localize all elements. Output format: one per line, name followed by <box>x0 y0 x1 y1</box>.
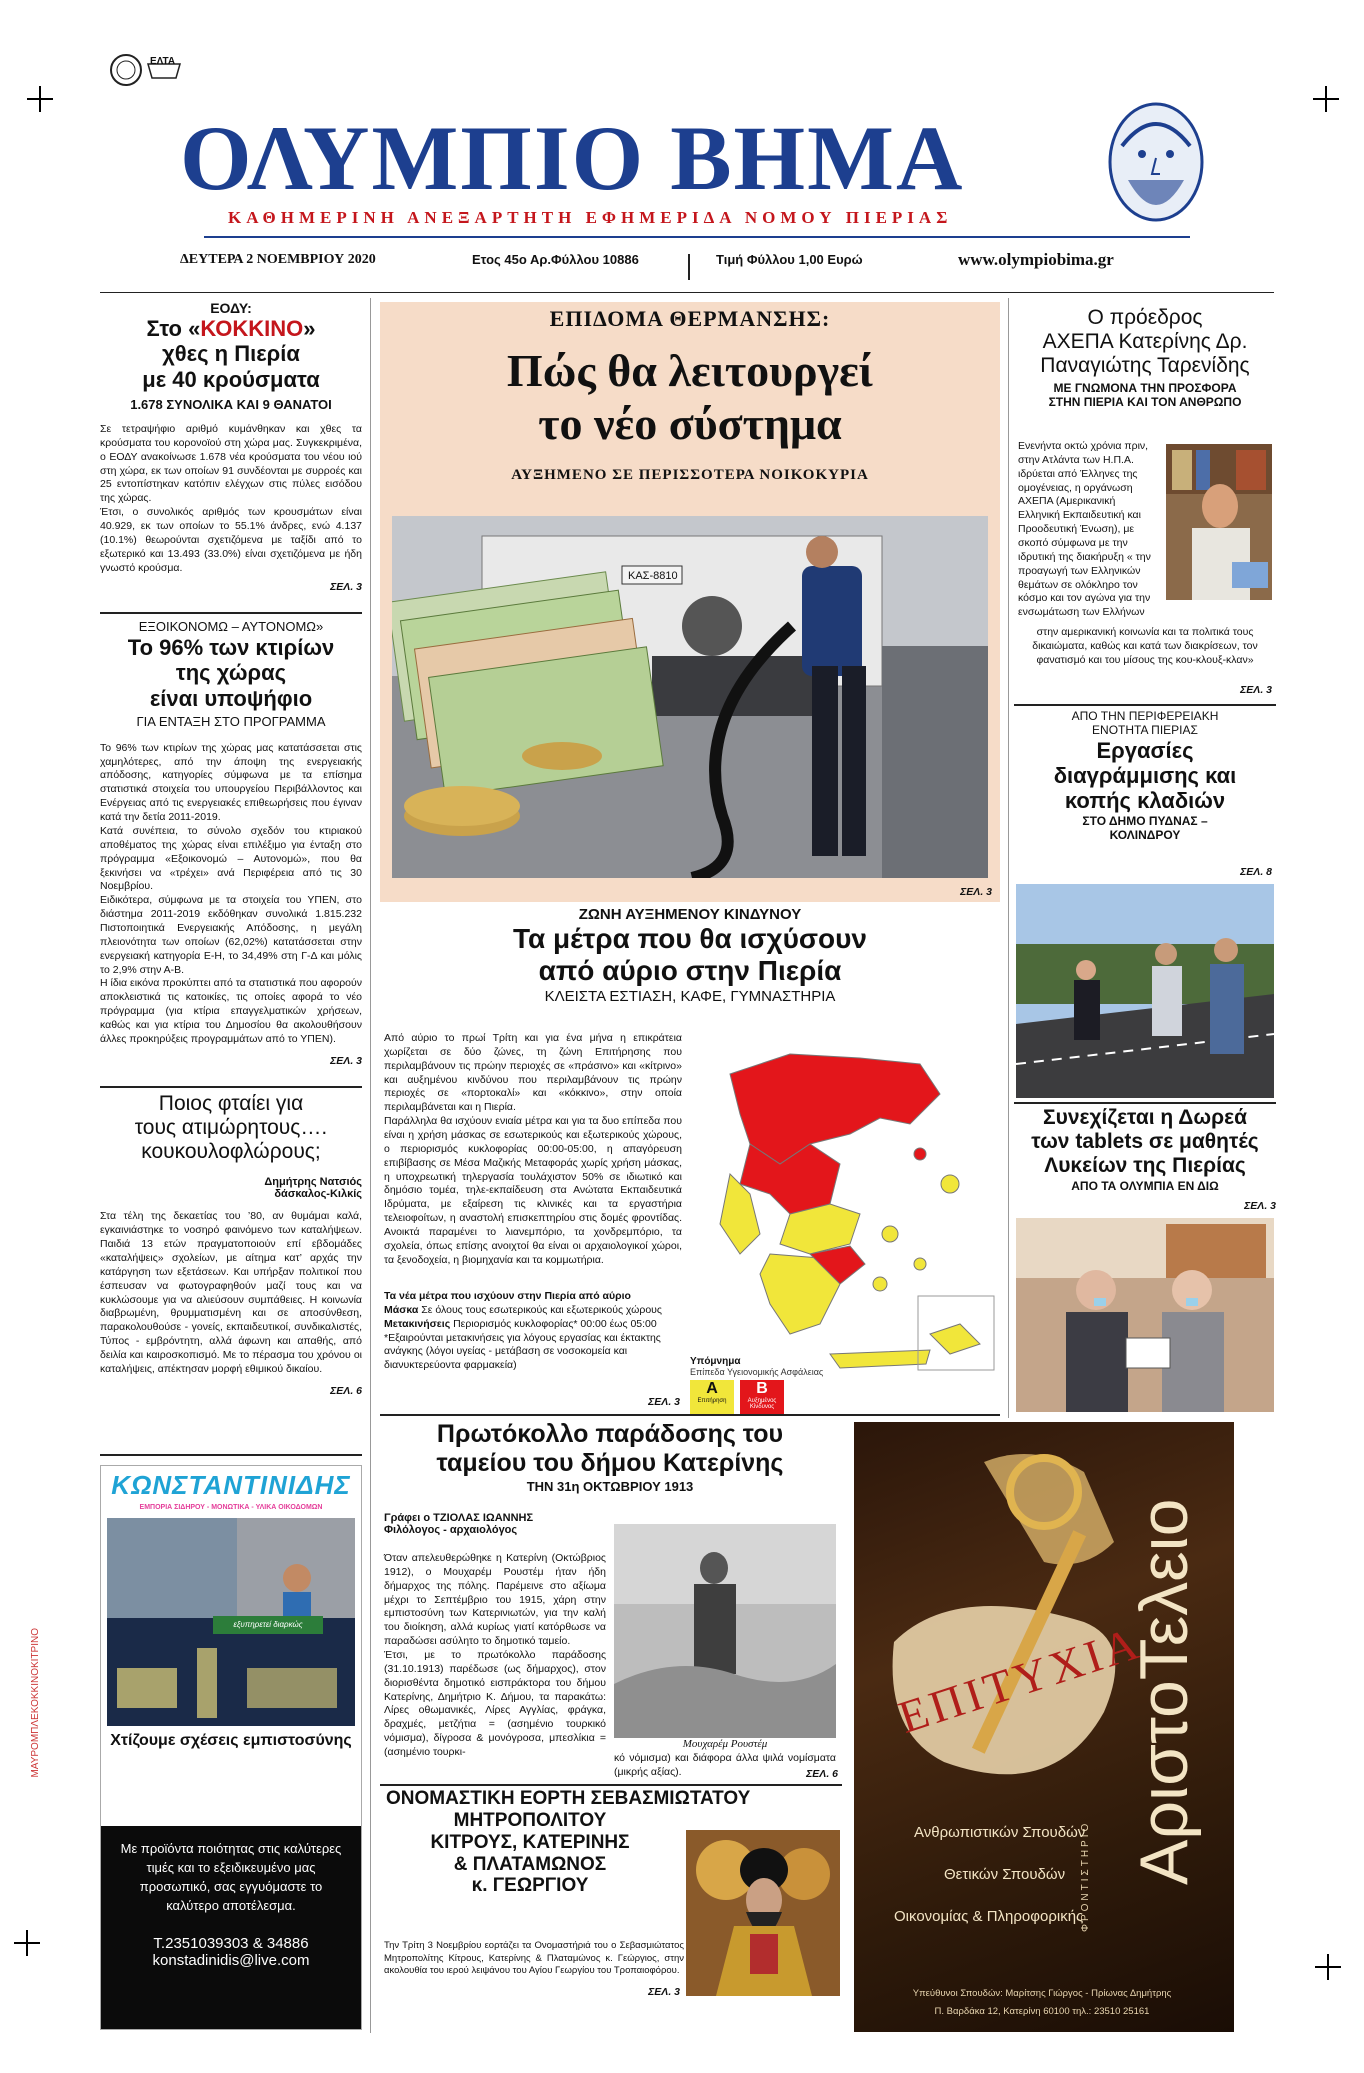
story-headline-line2: της χώρας <box>175 660 287 686</box>
story-headline-line5: κ. ΓΕΩΡΓΙΟΥ <box>471 1875 589 1897</box>
axepa-body-wide: στην αμερικανική κοινωνία και τα πολιτικά τους δικαιώματα, καθώς και κατά των διακρίσεων, τον φανατισμό και του μίσους της κου-κλουξ-κλαν» <box>1032 626 1258 666</box>
legend-letter: A <box>706 1380 718 1397</box>
feature-headline-line2: το νέο σύστημα <box>538 398 842 450</box>
page-ref: ΣΕΛ. 3 <box>330 581 362 594</box>
story-headline: ΟΝΟΜΑΣΤΙΚΗ ΕΟΡΤΗ ΣΕΒΑΣΜΙΩΤΑΤΟΥ <box>386 1788 751 1809</box>
story-subhead-line2: ΚΟΛΙΝΔΡΟΥ <box>1109 828 1181 843</box>
story-headline-line3: ΚΙΤΡΟΥΣ, ΚΑΤΕΡΙΝΗΣ <box>430 1831 630 1853</box>
feature-headline: Πώς θα λειτουργεί <box>506 345 874 397</box>
story-body: Στα τέλη της δεκαετίας του ’80, αν θυμάμαι καλά, εγκαινιάστηκε το νοσηρό φαινόμενο των καταλήψεων. Παιδιά 13 ετών πραγματοποιούν επί εβδομάδες «καταλήψεις» σχολείων, με αίτημα κατ’ αρχάς την κατάργηση των εξετάσεων. Και υπήρξαν πολιτικοί που έσπευσαν να φωτογραφηθούν μαζί τους και να κυκλώσουμε για να αλιεύσουν συμπάθειες. Η κοινωνία διαβρωμένη, θρυμματισμένη και σε αποσύνθεση, παρακολουθούσε - γονείς, εκπαιδευτικοί, συνδικαλιστές, Τύπος - εμβρόντητη, αλλά άφωνη και απαθής, από δειλία και καιροσκοπισμό. Με το πέρασμα του χρόνου οι καταλήψεις, απέκτησαν μορφή εθιμικού δικαίου. <box>100 1210 362 1375</box>
byline-role: Φιλόλογος - αρχαιολόγος <box>384 1524 518 1536</box>
ad-brand: ΑριστοΤελειο <box>1126 1498 1202 1886</box>
story-kicker: ΖΩΝΗ ΑΥΞΗΜΕΝΟΥ ΚΙΝΔΥΝΟΥ <box>578 906 802 923</box>
legend-swatch-a <box>690 1380 734 1414</box>
masthead-rule <box>204 236 1190 238</box>
legend-title: Υπόμνημα <box>690 1356 741 1367</box>
measure-text: Σε όλους τους εσωτερικούς και εξωτερικούς χώρους <box>421 1303 662 1316</box>
story-headline-line3: κουκουλοφλώρους; <box>141 1140 321 1164</box>
story-exoikonomo <box>100 620 362 1067</box>
story-divider <box>100 612 362 614</box>
crop-mark-icon <box>27 86 53 112</box>
photo-caption: Μουχαρέμ Ρουστέμ <box>682 1738 768 1750</box>
feature-photo <box>392 516 988 878</box>
nameday-photo <box>686 1830 840 1996</box>
ad-phone[interactable]: Τ.2351039303 & 34886 <box>153 1935 309 1953</box>
page-ref: ΣΕΛ. 8 <box>1240 866 1272 878</box>
story-pruning <box>1014 710 1276 843</box>
story-divider <box>380 1784 842 1786</box>
measure-movement <box>384 1318 682 1332</box>
story-divider <box>100 1454 362 1456</box>
story-nameday <box>380 1788 751 1897</box>
story-headline: Πρωτόκολλο παράδοσης του <box>436 1420 784 1448</box>
protocol-photo <box>614 1524 836 1738</box>
feature-heating <box>380 302 1000 902</box>
story-axepa <box>1014 306 1276 410</box>
story-headline <box>100 316 362 341</box>
ad-brand: ΚΩΝΣΤΑΝΤΙΝΙΔΗΣ <box>111 1470 351 1500</box>
story-author-role: δάσκαλος-Κιλκίς <box>274 1188 362 1201</box>
legend-letter: B <box>756 1380 768 1397</box>
page-ref: ΣΕΛ. 3 <box>1240 684 1272 696</box>
headline-part: Στο « <box>146 316 201 342</box>
story-divider <box>100 1086 362 1088</box>
story-headline: Εργασίες <box>1096 737 1194 763</box>
feature-kicker: ΕΠΙΔΟΜΑ ΘΕΡΜΑΝΣΗΣ: <box>549 306 831 331</box>
story-headline-line4: & ΠΛΑΤΑΜΩΝΟΣ <box>453 1853 607 1875</box>
ad-course-3: Οικονομίας & Πληροφορικής <box>894 1908 1084 1925</box>
story-headline-line2: διαγράμμισης και <box>1053 762 1237 788</box>
ad-black-panel <box>101 1826 361 2029</box>
ad-course-2: Θετικών Σπουδών <box>944 1866 1066 1883</box>
story-headline-line2: χθες η Πιερία <box>162 341 300 367</box>
infobar-divider <box>688 254 690 280</box>
story-subhead: ΚΛΕΙΣΤΑ ΕΣΤΙΑΣΗ, ΚΑΦΕ, ΓΥΜΝΑΣΤΗΡΙΑ <box>544 987 836 1005</box>
story-subhead: ΤΗΝ 31η ΟΚΤΩΒΡΙΟΥ 1913 <box>526 1478 694 1494</box>
ad-pitch: Με προϊόντα ποιότητας στις καλύτερες τιμές και το εξειδικευμένο μας προσωπικό, σας εγγυόμαστε το καλύτερο αποτέλεσμα. <box>120 1841 342 1913</box>
elta-label: ΕΛΤΑ <box>150 56 176 67</box>
story-subhead: ΜΕ ΓΝΩΜΟΝΑ ΤΗΝ ΠΡΟΣΦΟΡΑ <box>1053 381 1237 396</box>
nameday-body: Την Τρίτη 3 Νοεμβρίου εορτάζει τα Ονομαστήριά του ο Σεβασμιώτατος Μητροπολίτης Κίτρους, Κατερίνης & Πλαταμώνος κ. Γεώργιος, στην ακολουθία του ιερού λειψάνου του Αγίου Γεωργίου του Τροπαιοφόρου. <box>384 1940 684 1977</box>
measure-label: Μετακινήσεις <box>384 1317 451 1330</box>
story-headline-line2: των tablets σε μαθητές <box>1031 1130 1259 1154</box>
ad-address: Π. Βαρδάκα 12, Κατερίνη 60100 τηλ.: 23510 25161 <box>934 2006 1150 2017</box>
story-kicker: ΑΠΟ ΤΗΝ ΠΕΡΙΦΕΡΕΙΑΚΗ <box>1071 709 1219 723</box>
left-column-divider <box>370 298 371 2033</box>
crop-mark-icon <box>1315 1954 1341 1980</box>
crop-mark-icon <box>1313 86 1339 112</box>
story-subhead: ΣΤΟ ΔΗΜΟ ΠΥΔΝΑΣ – <box>1082 814 1208 829</box>
story-divider <box>1014 1102 1276 1104</box>
legend-swatches <box>690 1380 830 1414</box>
feature-subhead: ΑΥΞΗΜΕΝΟ ΣΕ ΠΕΡΙΣΣΟΤΕΡΑ ΝΟΙΚΟΚΥΡΙΑ <box>511 467 869 484</box>
story-subhead: ΓΙΑ ΕΝΤΑΞΗ ΣΤΟ ΠΡΟΓΡΑΜΜΑ <box>136 713 326 729</box>
measures-footnote: *Εξαιρούνται μετακινήσεις για λόγους εργασίας και έκτακτης ανάγκης (λόγοι υγείας - μετάβαση σε νοσοκομεία και διανυκτερεύοντα φαρμακεία) <box>384 1331 661 1372</box>
color-registration-note: ΜΑΥΡΟΜΠΛΕΚΟΚΚΙΝΟΚΙΤΡΙΝΟ <box>30 1628 41 1778</box>
page-ref: ΣΕΛ. 3 <box>1244 1200 1276 1212</box>
headline-part: » <box>303 316 316 342</box>
page-ref: ΣΕΛ. 6 <box>806 1768 838 1780</box>
ad-konstantinidis[interactable] <box>100 1465 362 2030</box>
protocol-body: Όταν απελευθερώθηκε η Κατερίνη (Οκτώβριος 1912), ο Μουχαρέμ Ρουστέμ ήταν ήδη δήμαρχος της πόλης. Παρέμεινε στο αξίωμα μέχρι το Σεπτέμβριο του 1915, χάρη στην εμπιστοσύνη των Κατερινιωτών, για την καλή του διοίκηση, αλλά κυρίως γιατί κατόρθωσε να παραδώσει ασύλητο το δημοτικό ταμείο. Έτσι, με το πρωτόκολλο παράδοσης (31.10.1913) παρέδωσε (ως δήμαρχος), στον διορισθέντα δημοτικό εισπράκτορα του δήμου Κατερίνης, Δημήτριο Κ. Δήμου, τα παρακάτω: Λίρες οθωμανικές, Λίρες Αγγλίας, φράγκα, δραχμές, μετζήτια = (ασημένιο τουρκικό νόμισμα), δίγροσα & μονόγροσα, μπεσλίκια = (ασημένιο τουρκι- <box>384 1552 606 1759</box>
protocol-tail: κό νόμισμα) και διάφορα άλλα ψιλά νομίσματα (μικρής αξίας). <box>614 1752 836 1778</box>
story-kicker: ΕΞΟΙΚΟΝΟΜΩ – ΑΥΤΟΝΟΜΩ» <box>138 619 324 634</box>
greece-risk-map <box>690 1034 1000 1378</box>
truck-plate: ΚΑΣ-8810 <box>628 570 678 582</box>
axepa-photo <box>1166 444 1272 600</box>
story-headline-line2: ΜΗΤΡΟΠΟΛΙΤΟΥ <box>453 1809 607 1831</box>
story-koukoulofloroi <box>100 1092 362 1397</box>
story-protocol <box>380 1420 840 1494</box>
story-headline-line3: Παναγιώτης Ταρενίδης <box>1040 354 1250 378</box>
story-headline: Συνεχίζεται η Δωρεά <box>1043 1106 1247 1129</box>
masthead-tagline: ΚΑΘΗΜΕΡΙΝΗ ΑΝΕΞΑΡΤΗΤΗ ΕΦΗΜΕΡΙΔΑ ΝΟΜΟΥ ΠΙΕΡΙΑΣ <box>228 208 953 227</box>
legend-subtitle: Επίπεδα Υγειονομικής Ασφάλειας <box>690 1367 824 1377</box>
ad-aristoteleio[interactable] <box>854 1422 1234 2032</box>
story-zone <box>380 906 1000 1005</box>
ad-slogan: Χτίζουμε σχέσεις εμπιστοσύνης <box>110 1732 352 1749</box>
story-headline-line2: ταμείου του δήμου Κατερίνης <box>436 1448 784 1477</box>
protocol-byline <box>384 1512 604 1536</box>
issue-number: Ετος 45ο Αρ.Φύλλου 10886 <box>472 252 639 267</box>
ad-frontistirio: ΦΡΟΝΤΙΣΤΗΡΙΟ <box>1080 1820 1091 1932</box>
story-headline-line2: τους ατιμώρητους…. <box>134 1116 328 1140</box>
page-ref: ΣΕΛ. 3 <box>330 1054 362 1067</box>
story-headline-line3: κοπής κλαδιών <box>1064 788 1226 814</box>
header-bottom-rule <box>100 292 1274 293</box>
zeus-head-icon <box>1100 96 1212 236</box>
masthead-title: ΟΛΥΜΠΙΟ ΒΗΜΑ <box>180 107 965 209</box>
right-column-divider <box>1008 298 1009 1418</box>
measure-label: Μάσκα <box>384 1303 419 1316</box>
story-headline: Το 96% των κτιρίων <box>127 634 335 660</box>
measure-mask <box>384 1304 682 1318</box>
ad-banner: εξυπηρετεί διαρκώς <box>213 1616 323 1634</box>
story-headline: Ο πρόεδρος <box>1087 306 1203 329</box>
story-author: Δημήτρης Νατσιός <box>264 1176 362 1189</box>
story-headline-line3: με 40 κρούσματα <box>142 366 320 392</box>
elta-stamp-icon <box>108 50 188 90</box>
measure-text: Περιορισμός κυκλοφορίας* 00:00 έως 05:00 <box>453 1317 657 1330</box>
ad-email[interactable]: konstadinidis@live.com <box>152 1952 310 1970</box>
website[interactable]: www.olympiobima.gr <box>958 250 1114 269</box>
ad-success: ΕΠΙΤΥΧΙΑ <box>892 1616 1148 1743</box>
pruning-photo <box>1016 884 1274 1098</box>
headline-red-word: ΚΟΚΚΙΝΟ <box>200 316 304 342</box>
story-headline-line2: ΑΧΕΠΑ Κατερίνης Δρ. <box>1042 330 1248 354</box>
measures-title: Τα νέα μέτρα που ισχύουν στην Πιερία από αύριο <box>384 1290 631 1302</box>
issue-price: Τιμή Φύλλου 1,00 Ευρώ <box>716 252 863 267</box>
page-ref: ΣΕΛ. 3 <box>648 1986 680 1998</box>
story-divider <box>1014 704 1276 706</box>
story-subhead-line2: ΣΤΗΝ ΠΙΕΡΙΑ ΚΑΙ ΤΟΝ ΑΝΘΡΩΠΟ <box>1048 395 1242 410</box>
story-body: Το 96% των κτιρίων της χώρας μας κατατάσσεται στις χαμηλότερες, από την άποψη της ενεργειακής απόδοσης, κατηγορίες σύμφωνα με τα επίσημα στατιστικά στοιχεία του υπουργείου Περιβάλλοντος και Ενέργειας από τις ενεργειακές επιθεωρήσεις που έγιναν κατά την δετία 2011-2019. Κατά συνέπεια, το σύνολο σχεδόν του κτιριακού αποθέματος της χώρας είναι επιλέξιμο για ένταξη στο πρόγραμμα «Εξοικονομώ – Αυτονομώ», που θα ξεκινήσει να «τρέχει» ανά Περιφέρεια από τις 30 Νοεμβρίου. Ειδικότερα, σύμφωνα με τα στοιχεία του ΥΠΕΝ, στο διάστημα 2011-2019 εκδόθηκαν συνολικά 1.815.232 Πιστοποιητικά Ενεργειακής Απόδοσης, η μεγάλη πλειονότητα των οποίων (62,02%) κατατάσσεται στην ενεργειακή κατηγορία Ε-Η, το 34,49% στη Γ-Δ και μόλις το 2,9% στην Α-Β. Η ίδια εικόνα προκύπτει από τα στατιστικά που αφορούν αποκλειστικά τις κατοικίες, τις οποίες αφορά το νέο πρόγραμμα (για κτίρια επαγγελματικών χρήσεων, καθώς και για κτίρια του Δημοσίου θα ακολουθήσουν άλλες προκηρύξεις προγραμμάτων από το ΥΠΕΝ). <box>100 741 362 1045</box>
byline-name: Γράφει ο ΤΖΙΟΛΑΣ ΙΩΑΝΝΗΣ <box>384 1512 534 1524</box>
story-headline: Ποιος φταίει για <box>158 1092 304 1115</box>
issue-date: ΔΕΥΤΕΡΑ 2 ΝΟΕΜΒΡΙΟΥ 2020 <box>180 252 376 267</box>
page-ref: ΣΕΛ. 6 <box>330 1384 362 1397</box>
axepa-body: Ενενήντα οκτώ χρόνια πριν, στην Ατλάντα των Η.Π.Α. ιδρύεται από Έλληνες της ομογένειας, η οργάνωση ΑΧΕΠΑ (Αμερικανική Ελληνική Εκπαιδευτική και Προοδευτική Ένωση), με σκοπό σύμφωνα με την ιδρυτική της διακήρυξη « την προαγωγή των Ελληνικών θεμάτων σε ολόκληρο τον κόσμο και τον αγώνα για την ενσωμάτωση των Ελλήνων <box>1018 440 1151 619</box>
page-ref: ΣΕΛ. 3 <box>960 886 992 898</box>
ad-course-1: Ανθρωπιστικών Σπουδών <box>914 1824 1086 1841</box>
story-divider <box>380 1414 1000 1416</box>
story-headline: Τα μέτρα που θα ισχύσουν <box>512 923 868 955</box>
ad-tagline: ΕΜΠΟΡΙΑ ΣΙΔΗΡΟΥ - ΜΟΝΩΤΙΚΑ - ΥΛΙΚΑ ΟΙΚΟΔΟΜΩΝ <box>139 1504 323 1511</box>
page-ref: ΣΕΛ. 3 <box>648 1396 680 1408</box>
map-legend <box>690 1356 830 1414</box>
story-subhead: 1.678 ΣΥΝΟΛΙΚΑ ΚΑΙ 9 ΘΑΝΑΤΟΙ <box>130 396 332 412</box>
story-kicker: ΕΟΔΥ: <box>210 300 252 316</box>
story-tablets <box>1014 1106 1276 1194</box>
crop-mark-icon <box>14 1930 40 1956</box>
zone-measures <box>384 1290 682 1373</box>
ad-responsible: Υπεύθυνοι Σπουδών: Μαρίτσης Γιώργος - Πρίωνας Δημήτρης <box>912 1988 1172 1999</box>
legend-label: Αυξημένος Κίνδυνος <box>747 1398 777 1410</box>
zone-body: Από αύριο το πρωί Τρίτη και για ένα μήνα η επικράτεια χωρίζεται σε δύο ζώνες, τη ζώνη Επιτήρησης που περιλαμβάνουν τις πρώην περιοχές σε «πράσινο» και «κίτρινο» και αυξημένου κινδύνου που περιλαμβάνουν τις πρώην περιοχές σε «πορτοκαλί» και «κόκκινο», στην οποία περιλαμβάνεται και η Πιερία. Παράλληλα θα ισχύουν ενιαία μέτρα και για τα δυο επίπεδα που είναι η χρήση μάσκας σε εσωτερικούς και εξωτερικούς χώρους, ο περιορισμός κυκλοφορίας 00:00-05:00, η απαγόρευση επιβίβασης σε Μέσα Μαζικής Μεταφοράς χωρίς χρήση μάσκας, η υποχρεωτική τηλεργασία τουλάχιστον 50% σε ιδιωτικό και δημόσιο τομέα, τηλε-εκπαίδευση στα Ανώτατα Εκπαιδευτικά Ιδρύματα, με εξαίρεση τις κλινικές και τα εργαστήρια τελειοφοίτων, η αναστολή επισκεπτηρίου στις δομές φροντίδας. Ανοικτά παραμένει το λιανεμπόριο, τα χονδρεμπόριο, τα σχολεία, όπως επίσης ανοιχτοί θα είναι οι αρχαιολογικοί χώροι, τα ξενοδοχεία, η βιομηχανία και τα κομμωτήρια. <box>384 1032 682 1266</box>
legend-swatch-b <box>740 1380 784 1414</box>
story-subhead: ΑΠΟ ΤΑ ΟΛΥΜΠΙΑ ΕΝ ΔΙΩ <box>1071 1179 1219 1194</box>
story-body: Σε τετραψήφιο αριθμό κυμάνθηκαν και χθες τα κρούσματα του κορονοϊού στη χώρα μας. Συγκεκριμένα, ο ΕΟΔΥ ανακοίνωσε 1.678 νέα κρούσματα του νέου ιού στη χώρα, εκ των οποίων 91 συνδέονται με συρροές και 25 εντοπίστηκαν κατόπιν ελέγχων στις πύλες εισόδου της χώρας. Έτσι, ο συνολικός αριθμός των κρουσμάτων είναι 40.929, εκ των οποίων το 55.1% άνδρες, ενώ 4.137 (10.1%) θεωρούνται σχετιζόμενα με ταξίδι από το εξωτερικό και 13.493 (33.0%) είναι σχετιζόμενα με ήδη γνωστό κρούσμα. <box>100 422 362 574</box>
story-kicker-line2: ΕΝΟΤΗΤΑ ΠΙΕΡΙΑΣ <box>1092 722 1198 737</box>
story-headline-line3: Λυκείων της Πιερίας <box>1044 1154 1246 1178</box>
story-headline-line3: είναι υποψήφιο <box>149 685 313 711</box>
tablets-photo <box>1016 1218 1274 1412</box>
story-headline-line2: από αύριο στην Πιερία <box>538 955 842 987</box>
legend-label: Επιτήρηση <box>697 1398 727 1404</box>
story-eody <box>100 300 362 593</box>
